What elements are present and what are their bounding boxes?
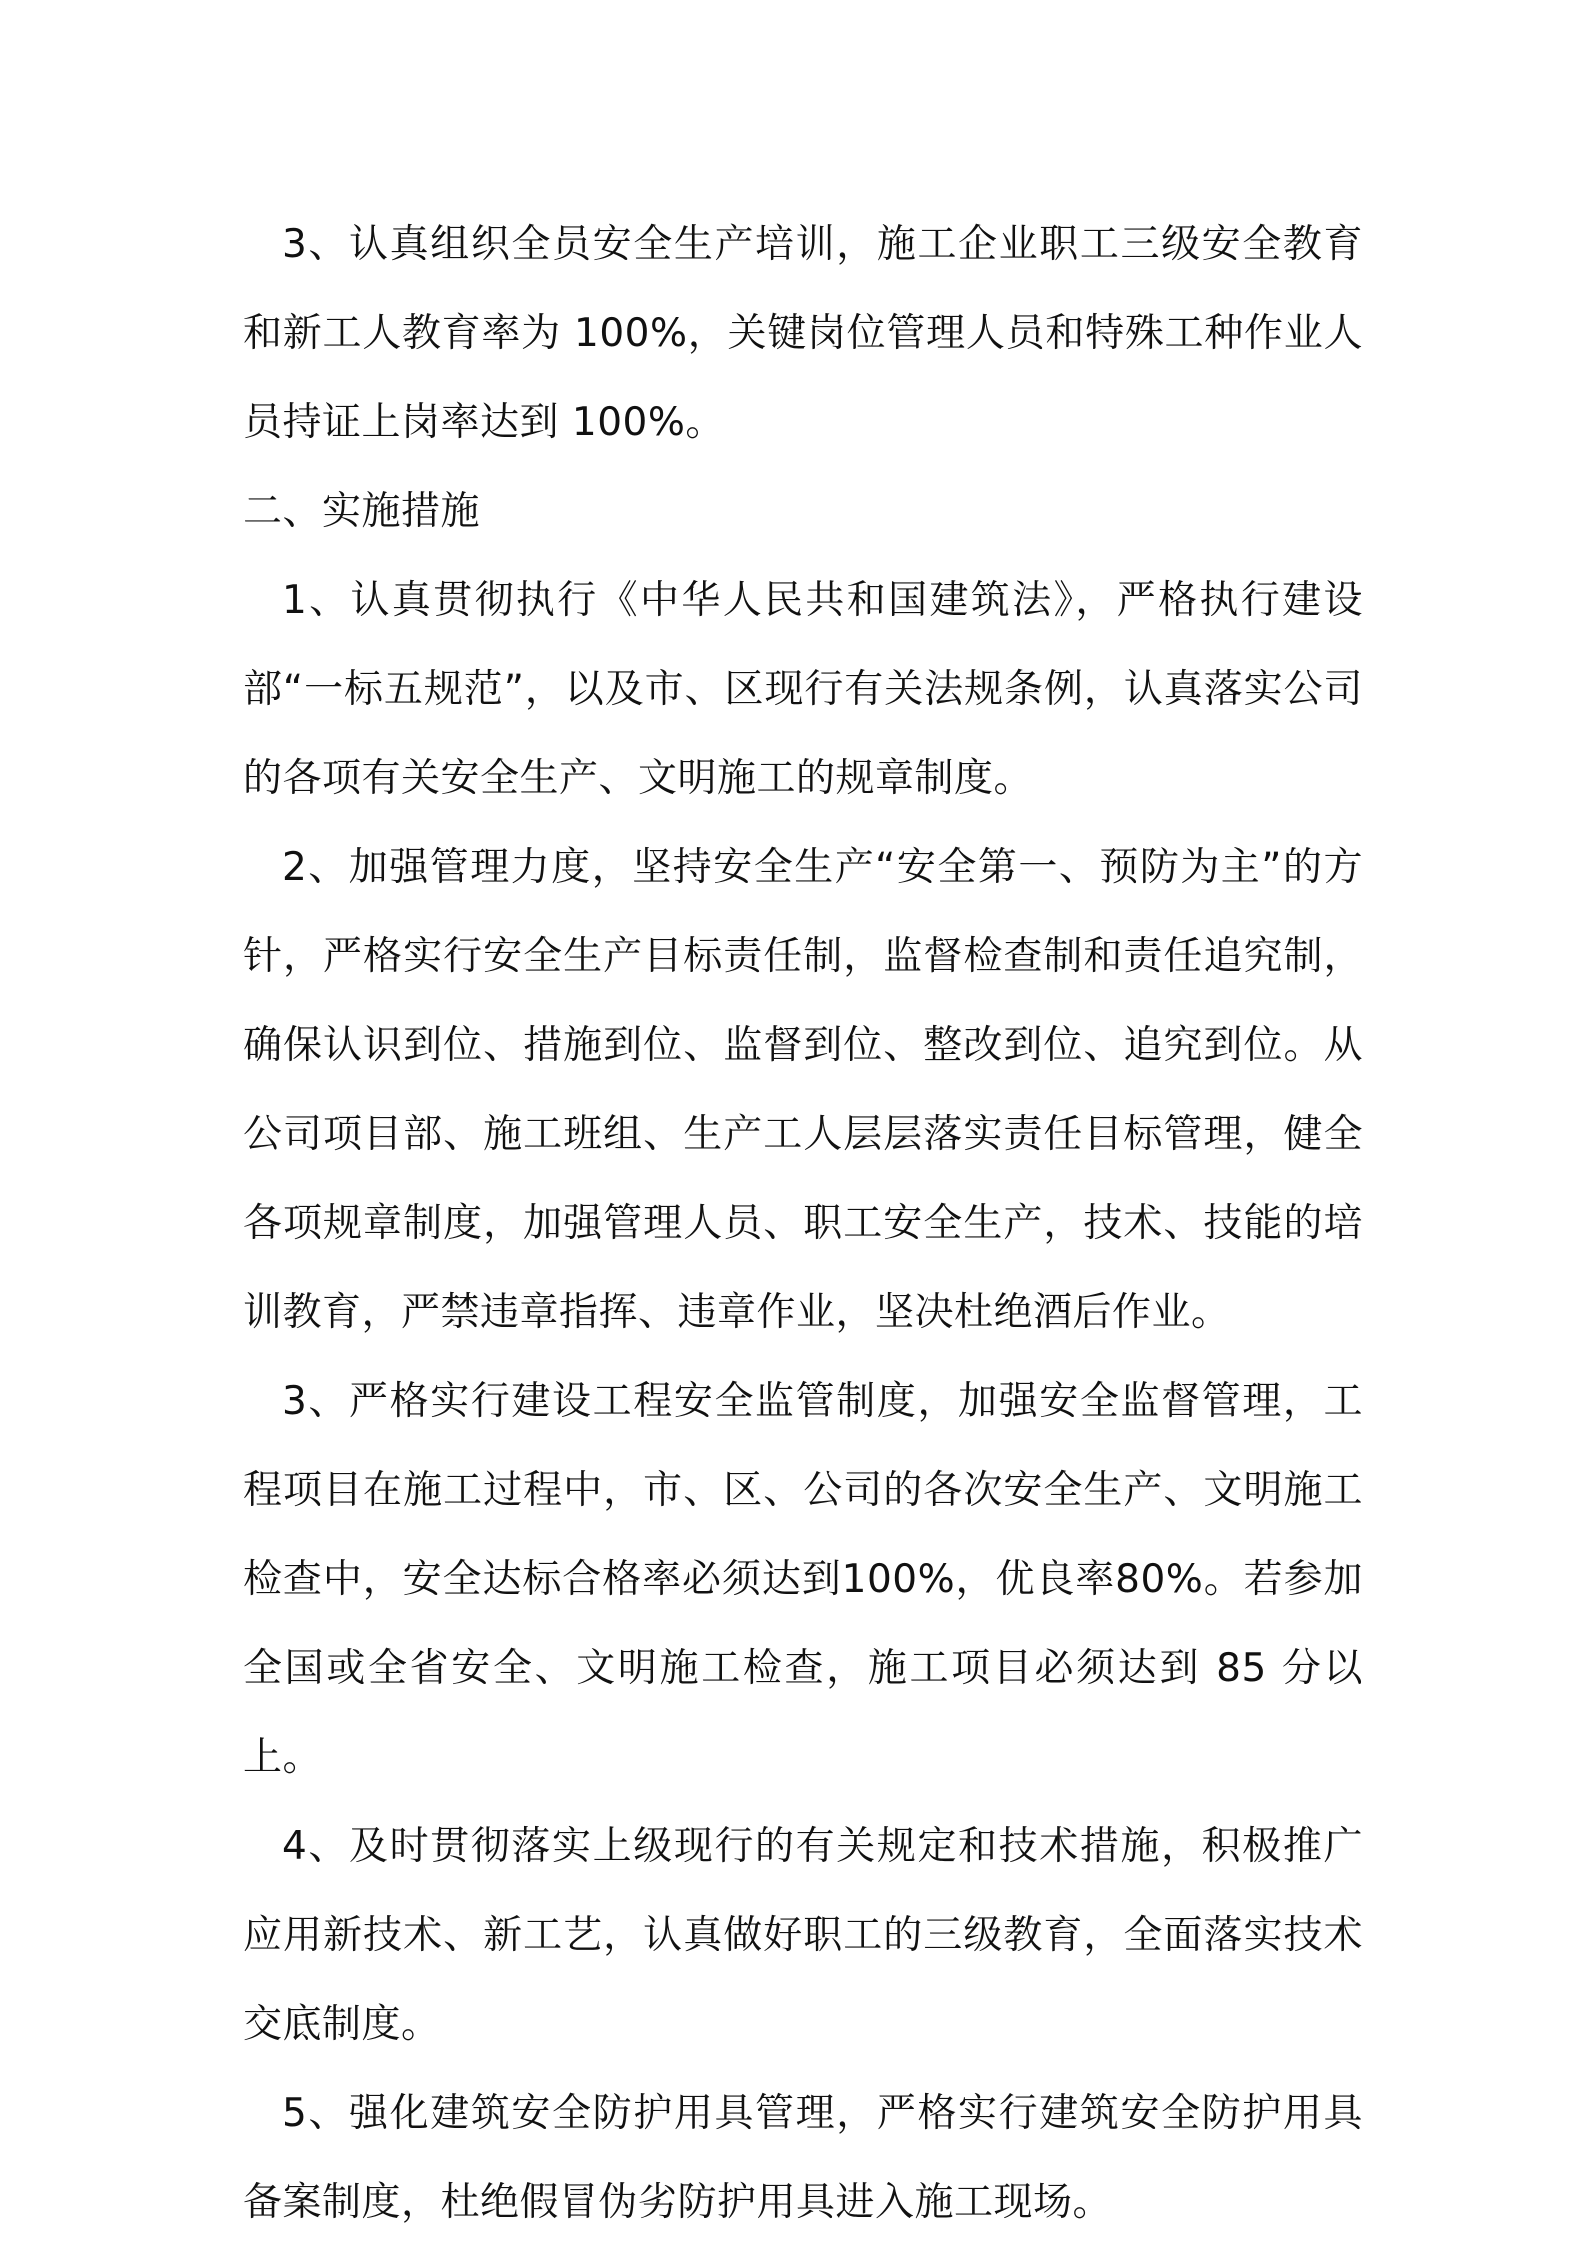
measure-paragraph-3: 3、严格实行建设工程安全监管制度，加强安全监督管理，工程项目在施工过程中，市、区、公司的各次安全生产、文明施工检查中，安全达标合格率必须达到100%，优良率80%。若参加全国或全省安全、文明施工检查，施工项目必须达到 85 分以上。 xyxy=(243,1379,1363,1780)
measure-paragraph-5: 5、强化建筑安全防护用具管理，严格实行建筑安全防护用具备案制度，杜绝假冒伪劣防护用具进入施工现场。 xyxy=(243,2091,1363,2225)
measure-paragraph-2: 2、加强管理力度，坚持安全生产“安全第一、预防为主”的方针，严格实行安全生产目标责任制，监督检查制和责任追究制，确保认识到位、措施到位、监督到位、整改到位、追究到位。从公司项目部、施工班组、生产工人层层落实责任目标管理，健全各项规章制度，加强管理人员、职工安全生产，技术、技能的培训教育，严禁违章指挥、违章作业，坚决杜绝酒后作业。 xyxy=(243,845,1363,1335)
document-body xyxy=(243,200,1363,2247)
measure-paragraph-1: 1、认真贯彻执行《中华人民共和国建筑法》，严格执行建设部“一标五规范”，以及市、区现行有关法规条例，认真落实公司的各项有关安全生产、文明施工的规章制度。 xyxy=(243,578,1363,801)
measure-paragraph-4: 4、及时贯彻落实上级现行的有关规定和技术措施，积极推广应用新技术、新工艺，认真做好职工的三级教育，全面落实技术交底制度。 xyxy=(243,1824,1363,2047)
training-target-paragraph: 3、认真组织全员安全生产培训，施工企业职工三级安全教育和新工人教育率为 100%，关键岗位管理人员和特殊工种作业人员持证上岗率达到 100%。 xyxy=(243,222,1363,445)
section-heading: 二、实施措施 xyxy=(243,489,481,534)
